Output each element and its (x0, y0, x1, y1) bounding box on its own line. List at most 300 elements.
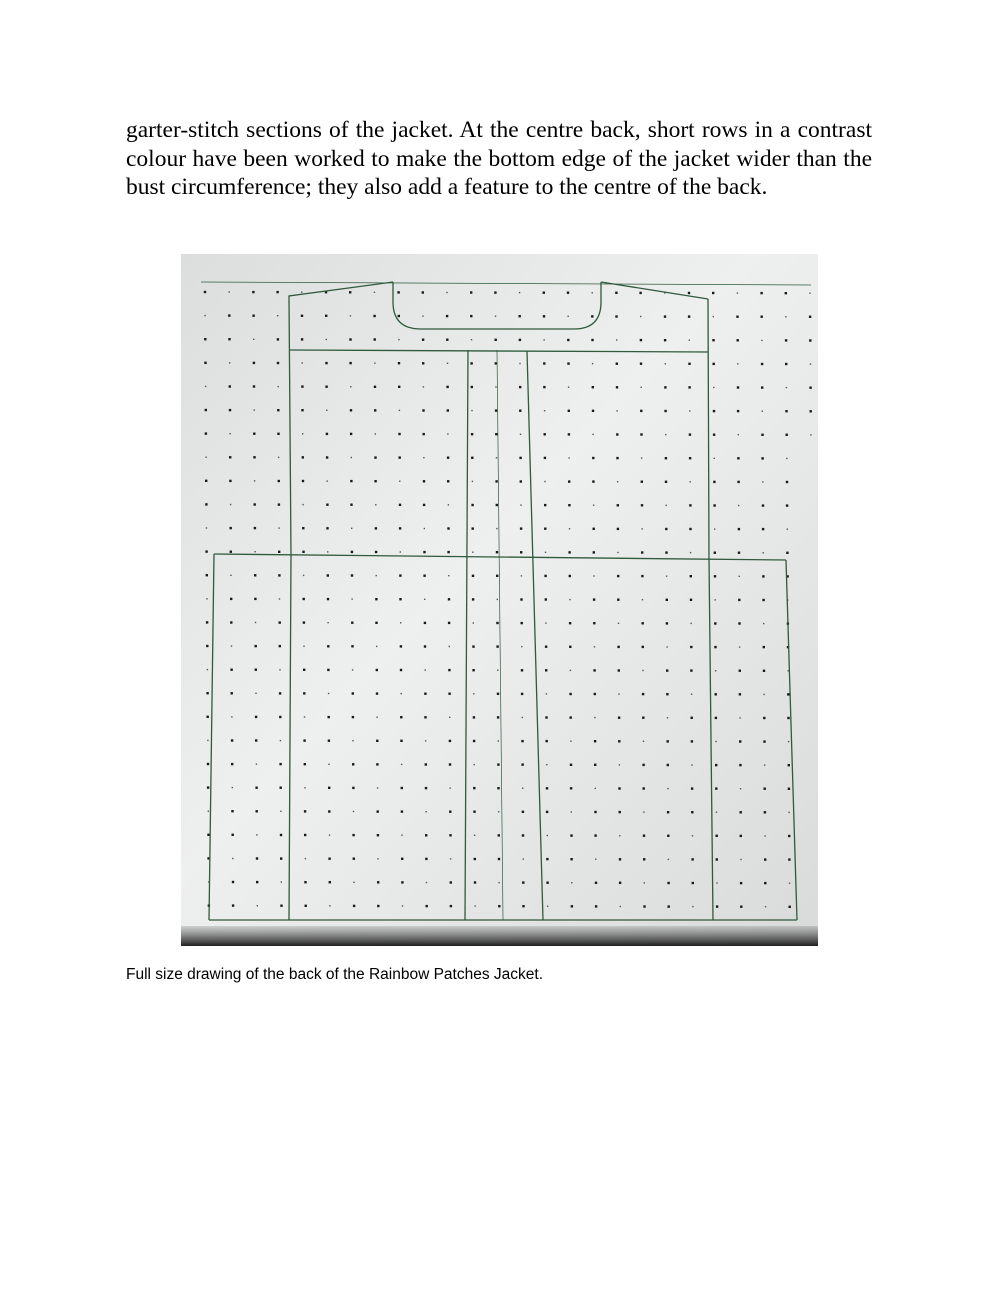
grid-dot (594, 693, 596, 695)
grid-dot (473, 693, 474, 694)
grid-dot (231, 645, 232, 646)
grid-dot (570, 716, 572, 718)
grid-dot (785, 339, 787, 341)
grid-dot (472, 481, 473, 482)
grid-dot (229, 480, 231, 482)
grid-dot (592, 434, 593, 435)
grid-dot (256, 810, 258, 812)
grid-dot (448, 622, 450, 624)
grid-dot (377, 787, 378, 788)
grid-dot (762, 411, 763, 412)
grid-dot (740, 859, 741, 860)
grid-dot (739, 693, 741, 695)
grid-dot (400, 622, 401, 623)
grid-dot (401, 881, 403, 883)
grid-dot (519, 457, 521, 459)
grid-dot (254, 598, 256, 600)
grid-dot (446, 339, 448, 341)
grid-dot (205, 503, 207, 505)
grid-dot (329, 834, 330, 835)
grid-dot (594, 811, 596, 813)
grid-dot (253, 362, 255, 364)
grid-dot (763, 694, 764, 695)
grid-dot (232, 834, 234, 836)
grid-dot (788, 764, 790, 766)
grid-dot (716, 858, 718, 860)
grid-dot (471, 504, 473, 506)
grid-dot (667, 717, 668, 718)
grid-dot (423, 551, 425, 553)
grid-dot (688, 386, 690, 388)
grid-dot (399, 456, 401, 458)
grid-dot (350, 386, 351, 387)
grid-dot (253, 456, 255, 458)
grid-dot (498, 834, 500, 836)
grid-dot (401, 858, 403, 860)
grid-dot (641, 504, 643, 506)
grid-dot (376, 669, 378, 671)
grid-dot (522, 717, 523, 718)
grid-dot (716, 812, 717, 813)
grid-dot (375, 527, 377, 529)
grid-dot (738, 599, 740, 601)
grid-dot (762, 504, 764, 506)
grid-dot (641, 528, 642, 529)
grid-dot (401, 693, 402, 694)
grid-dot (377, 834, 379, 836)
grid-dot (667, 835, 669, 837)
grid-dot (736, 316, 738, 318)
grid-dot (351, 457, 352, 458)
grid-dot (786, 481, 788, 483)
grid-dot (497, 716, 499, 718)
grid-dot (230, 598, 232, 600)
grid-dot (521, 669, 523, 671)
grid-dot (665, 481, 667, 483)
grid-dot (276, 291, 278, 293)
grid-dot (399, 598, 401, 600)
grid-dot (280, 857, 282, 859)
grid-dot (592, 363, 593, 364)
grid-dot (571, 905, 573, 907)
grid-dot (254, 409, 255, 410)
grid-dot (279, 621, 281, 623)
grid-dot (738, 622, 740, 624)
grid-dot (496, 504, 498, 506)
grid-dot (739, 717, 740, 718)
grid-dot (544, 575, 546, 577)
grid-dot (690, 599, 692, 601)
grid-dot (643, 835, 645, 837)
grid-dot (740, 882, 742, 884)
grid-dot (666, 622, 668, 624)
grid-dot (546, 764, 547, 765)
grid-dot (522, 905, 524, 907)
grid-dot (520, 551, 522, 553)
grid-dot (642, 693, 644, 695)
grid-dot (688, 292, 690, 294)
grid-dot (205, 457, 206, 458)
grid-dot (424, 693, 426, 695)
grid-dot (401, 787, 403, 789)
grid-dot (326, 433, 328, 435)
grid-dot (423, 386, 424, 387)
grid-dot (450, 881, 452, 883)
grid-dot (207, 669, 208, 670)
grid-dot (447, 480, 449, 482)
grid-dot (471, 339, 472, 340)
grid-dot (424, 528, 425, 529)
grid-dot (254, 480, 255, 481)
grid-dot (327, 645, 329, 647)
grid-dot (326, 456, 328, 458)
grid-dot (374, 480, 376, 482)
grid-dot (448, 504, 449, 505)
grid-dot (231, 692, 233, 694)
grid-dot (642, 717, 644, 719)
grid-dot (567, 316, 568, 317)
grid-dot (765, 906, 766, 907)
grid-dot (423, 457, 424, 458)
grid-dot (594, 717, 595, 718)
grid-dot (571, 882, 572, 883)
grid-dot (377, 858, 378, 859)
grid-dot (230, 527, 232, 529)
grid-dot (521, 693, 523, 695)
grid-dot (616, 363, 618, 365)
grid-dot (618, 669, 620, 671)
grid-dot (328, 810, 330, 812)
grid-dot (568, 504, 570, 506)
grid-dot (737, 410, 739, 412)
grid-dot (615, 292, 617, 294)
grid-dot (327, 598, 329, 600)
grid-dot (303, 646, 304, 647)
grid-dot (616, 386, 618, 388)
grid-dot (592, 386, 594, 388)
grid-dot (325, 386, 327, 388)
grid-dot (495, 386, 496, 387)
grid-dot (473, 716, 475, 718)
grid-dot (785, 316, 786, 317)
figure-caption: Full size drawing of the back of the Rainbow Patches Jacket. (126, 966, 543, 983)
grid-dot (206, 598, 207, 599)
grid-dot (668, 905, 670, 907)
grid-dot (374, 292, 375, 293)
grid-dot (787, 693, 789, 695)
grid-dot (423, 480, 425, 482)
grid-dot (327, 574, 329, 576)
grid-dot (304, 716, 305, 717)
grid-dot (713, 410, 715, 412)
grid-dot (305, 858, 306, 859)
grid-dot (278, 574, 280, 576)
grid-dot (474, 764, 475, 765)
grid-dot (761, 363, 763, 365)
grid-dot (570, 858, 572, 860)
grid-dot (376, 717, 377, 718)
grid-dot (474, 835, 475, 836)
grid-dot (519, 315, 521, 317)
grid-dot (544, 504, 546, 506)
grid-dot (447, 527, 449, 529)
grid-dot (592, 480, 594, 482)
grid-dot (593, 622, 595, 624)
grid-dot (789, 883, 790, 884)
grid-dot (449, 646, 450, 647)
grid-dot (230, 504, 231, 505)
pattern-drawing-photo (181, 254, 818, 946)
grid-dot (374, 456, 376, 458)
grid-dot (425, 740, 426, 741)
grid-dot (422, 362, 424, 364)
grid-dot (570, 764, 572, 766)
grid-dot (329, 905, 330, 906)
grid-dot (737, 363, 738, 364)
grid-dot (546, 740, 548, 742)
grid-dot (474, 858, 476, 860)
grid-dot (547, 906, 548, 907)
grid-dot (304, 881, 306, 883)
grid-dot (255, 739, 257, 741)
grid-dot (327, 669, 329, 671)
grid-dot (545, 669, 547, 671)
grid-dot (422, 291, 424, 293)
grid-dot (569, 599, 570, 600)
grid-dot (567, 362, 569, 364)
grid-dot (545, 716, 547, 718)
grid-dot (231, 739, 233, 741)
grid-dot (739, 576, 740, 577)
grid-dot (545, 552, 546, 553)
grid-dot (523, 858, 524, 859)
grid-dot (763, 717, 765, 719)
grid-dot (304, 787, 305, 788)
grid-dot (353, 811, 354, 812)
grid-dot (496, 575, 498, 577)
grid-dot (641, 551, 643, 553)
grid-dot (398, 339, 399, 340)
grid-dot (399, 481, 400, 482)
grid-dot (400, 645, 402, 647)
grid-dot (593, 598, 595, 600)
grid-dot (255, 787, 257, 789)
grid-dot (253, 339, 254, 340)
grid-dot (738, 505, 739, 506)
grid-dot (568, 433, 570, 435)
grid-dot (519, 386, 521, 388)
grid-dot (375, 433, 376, 434)
grid-dot (495, 433, 497, 435)
grid-dot (495, 316, 496, 317)
grid-dot (716, 882, 717, 883)
grid-dot (277, 409, 279, 411)
grid-dot (569, 575, 571, 577)
grid-dot (618, 740, 620, 742)
grid-dot (326, 527, 328, 529)
grid-dot (617, 504, 619, 506)
grid-dot (279, 763, 281, 765)
grid-dot (353, 905, 355, 907)
grid-dot (398, 362, 400, 364)
grid-dot (666, 505, 667, 506)
grid-dot (351, 528, 352, 529)
grid-dot (788, 812, 789, 813)
grid-dot (423, 433, 425, 435)
grid-dot (255, 716, 257, 718)
grid-dot (786, 387, 787, 388)
grid-dot (450, 858, 451, 859)
grid-dot (691, 858, 693, 860)
grid-dot (691, 764, 692, 765)
grid-dot (761, 457, 763, 459)
grid-dot (376, 740, 378, 742)
grid-dot (595, 859, 596, 860)
grid-dot (715, 717, 717, 719)
grid-dot (763, 670, 765, 672)
grid-dot (350, 315, 351, 316)
grid-dot (619, 882, 621, 884)
grid-dot (545, 646, 547, 648)
grid-dot (232, 904, 234, 906)
grid-dot (644, 882, 645, 883)
grid-dot (643, 787, 645, 789)
grid-dot (205, 432, 207, 434)
grid-dot (810, 363, 811, 364)
grid-dot (304, 763, 306, 765)
grid-dot (252, 291, 254, 293)
grid-dot (642, 646, 644, 648)
grid-dot (714, 646, 716, 648)
grid-dot (763, 646, 765, 648)
grid-dot (255, 669, 257, 671)
grid-dot (689, 410, 690, 411)
grid-dot (570, 741, 571, 742)
grid-dot (205, 480, 207, 482)
grid-dot (254, 503, 256, 505)
grid-dot (425, 858, 427, 860)
grid-dot (474, 905, 475, 906)
grid-dot (764, 835, 765, 836)
grid-dot (353, 858, 355, 860)
grid-dot (788, 741, 789, 742)
grid-dot (376, 575, 377, 576)
grid-dot (665, 457, 667, 459)
grid-dot (689, 433, 691, 435)
grid-dot (498, 882, 499, 883)
grid-dot (497, 763, 499, 765)
grid-dot (279, 692, 281, 694)
grid-dot (594, 834, 596, 836)
grid-dot (666, 599, 668, 601)
grid-dot (399, 410, 400, 411)
grid-dot (447, 409, 449, 411)
grid-dot (543, 386, 545, 388)
grid-dot (301, 338, 303, 340)
grid-dot (402, 905, 403, 906)
grid-dot (519, 339, 521, 341)
grid-dot (255, 645, 257, 647)
grid-dot (447, 551, 449, 553)
grid-dot (740, 788, 741, 789)
grid-dot (520, 434, 521, 435)
grid-dot (809, 339, 811, 341)
grid-dot (401, 835, 402, 836)
grid-dot (204, 362, 206, 364)
grid-dot (615, 315, 617, 317)
body-paragraph: garter-stitch sections of the jacket. At the centre back, short rows in a contrast colour have been worked to make the bottom edge of the jacket wider than the bust circumference; they also add a feature to the centre of the back. (126, 117, 872, 200)
grid-dot (253, 433, 255, 435)
grid-dot (376, 646, 377, 647)
grid-dot (349, 338, 351, 340)
grid-dot (618, 693, 619, 694)
grid-dot (257, 905, 258, 906)
grid-dot (521, 622, 523, 624)
grid-dot (664, 339, 666, 341)
grid-dot (690, 623, 691, 624)
grid-dot (302, 362, 303, 363)
grid-dot (568, 480, 570, 482)
grid-dot (569, 622, 571, 624)
grid-dot (639, 292, 641, 294)
grid-dot (229, 362, 230, 363)
grid-dot (544, 481, 545, 482)
grid-dot (570, 670, 571, 671)
grid-dot (328, 740, 330, 742)
grid-dot (762, 599, 764, 601)
grid-dot (423, 504, 425, 506)
grid-dot (619, 858, 621, 860)
grid-dot (691, 787, 693, 789)
grid-dot (642, 764, 644, 766)
grid-dot (277, 315, 278, 316)
grid-dot (640, 339, 642, 341)
grid-dot (277, 362, 279, 364)
grid-dot (278, 551, 280, 553)
grid-dot (375, 504, 376, 505)
grid-dot (640, 316, 641, 317)
grid-dot (545, 598, 547, 600)
grid-dot (617, 646, 619, 648)
grid-dot (713, 363, 715, 365)
grid-dot (279, 645, 281, 647)
grid-dot (543, 362, 545, 364)
grid-dot (255, 693, 256, 694)
grid-dot (424, 599, 425, 600)
grid-dot (304, 834, 306, 836)
grid-dot (497, 599, 498, 600)
grid-dot (423, 575, 425, 577)
grid-dot (230, 575, 231, 576)
grid-dot (206, 692, 208, 694)
grid-dot (204, 338, 206, 340)
grid-dot (546, 811, 548, 813)
grid-dot (448, 575, 449, 576)
grid-dot (688, 363, 690, 365)
grid-dot (544, 433, 546, 435)
grid-dot (713, 316, 714, 317)
grid-dot (568, 410, 570, 412)
grid-dot (352, 716, 354, 718)
grid-dot (351, 622, 353, 624)
grid-dot (279, 716, 281, 718)
grid-dot (425, 763, 427, 765)
grid-dot (256, 834, 257, 835)
grid-dot (474, 881, 476, 883)
grid-dot (643, 905, 645, 907)
grid-dot (374, 363, 375, 364)
grid-dot (329, 881, 331, 883)
